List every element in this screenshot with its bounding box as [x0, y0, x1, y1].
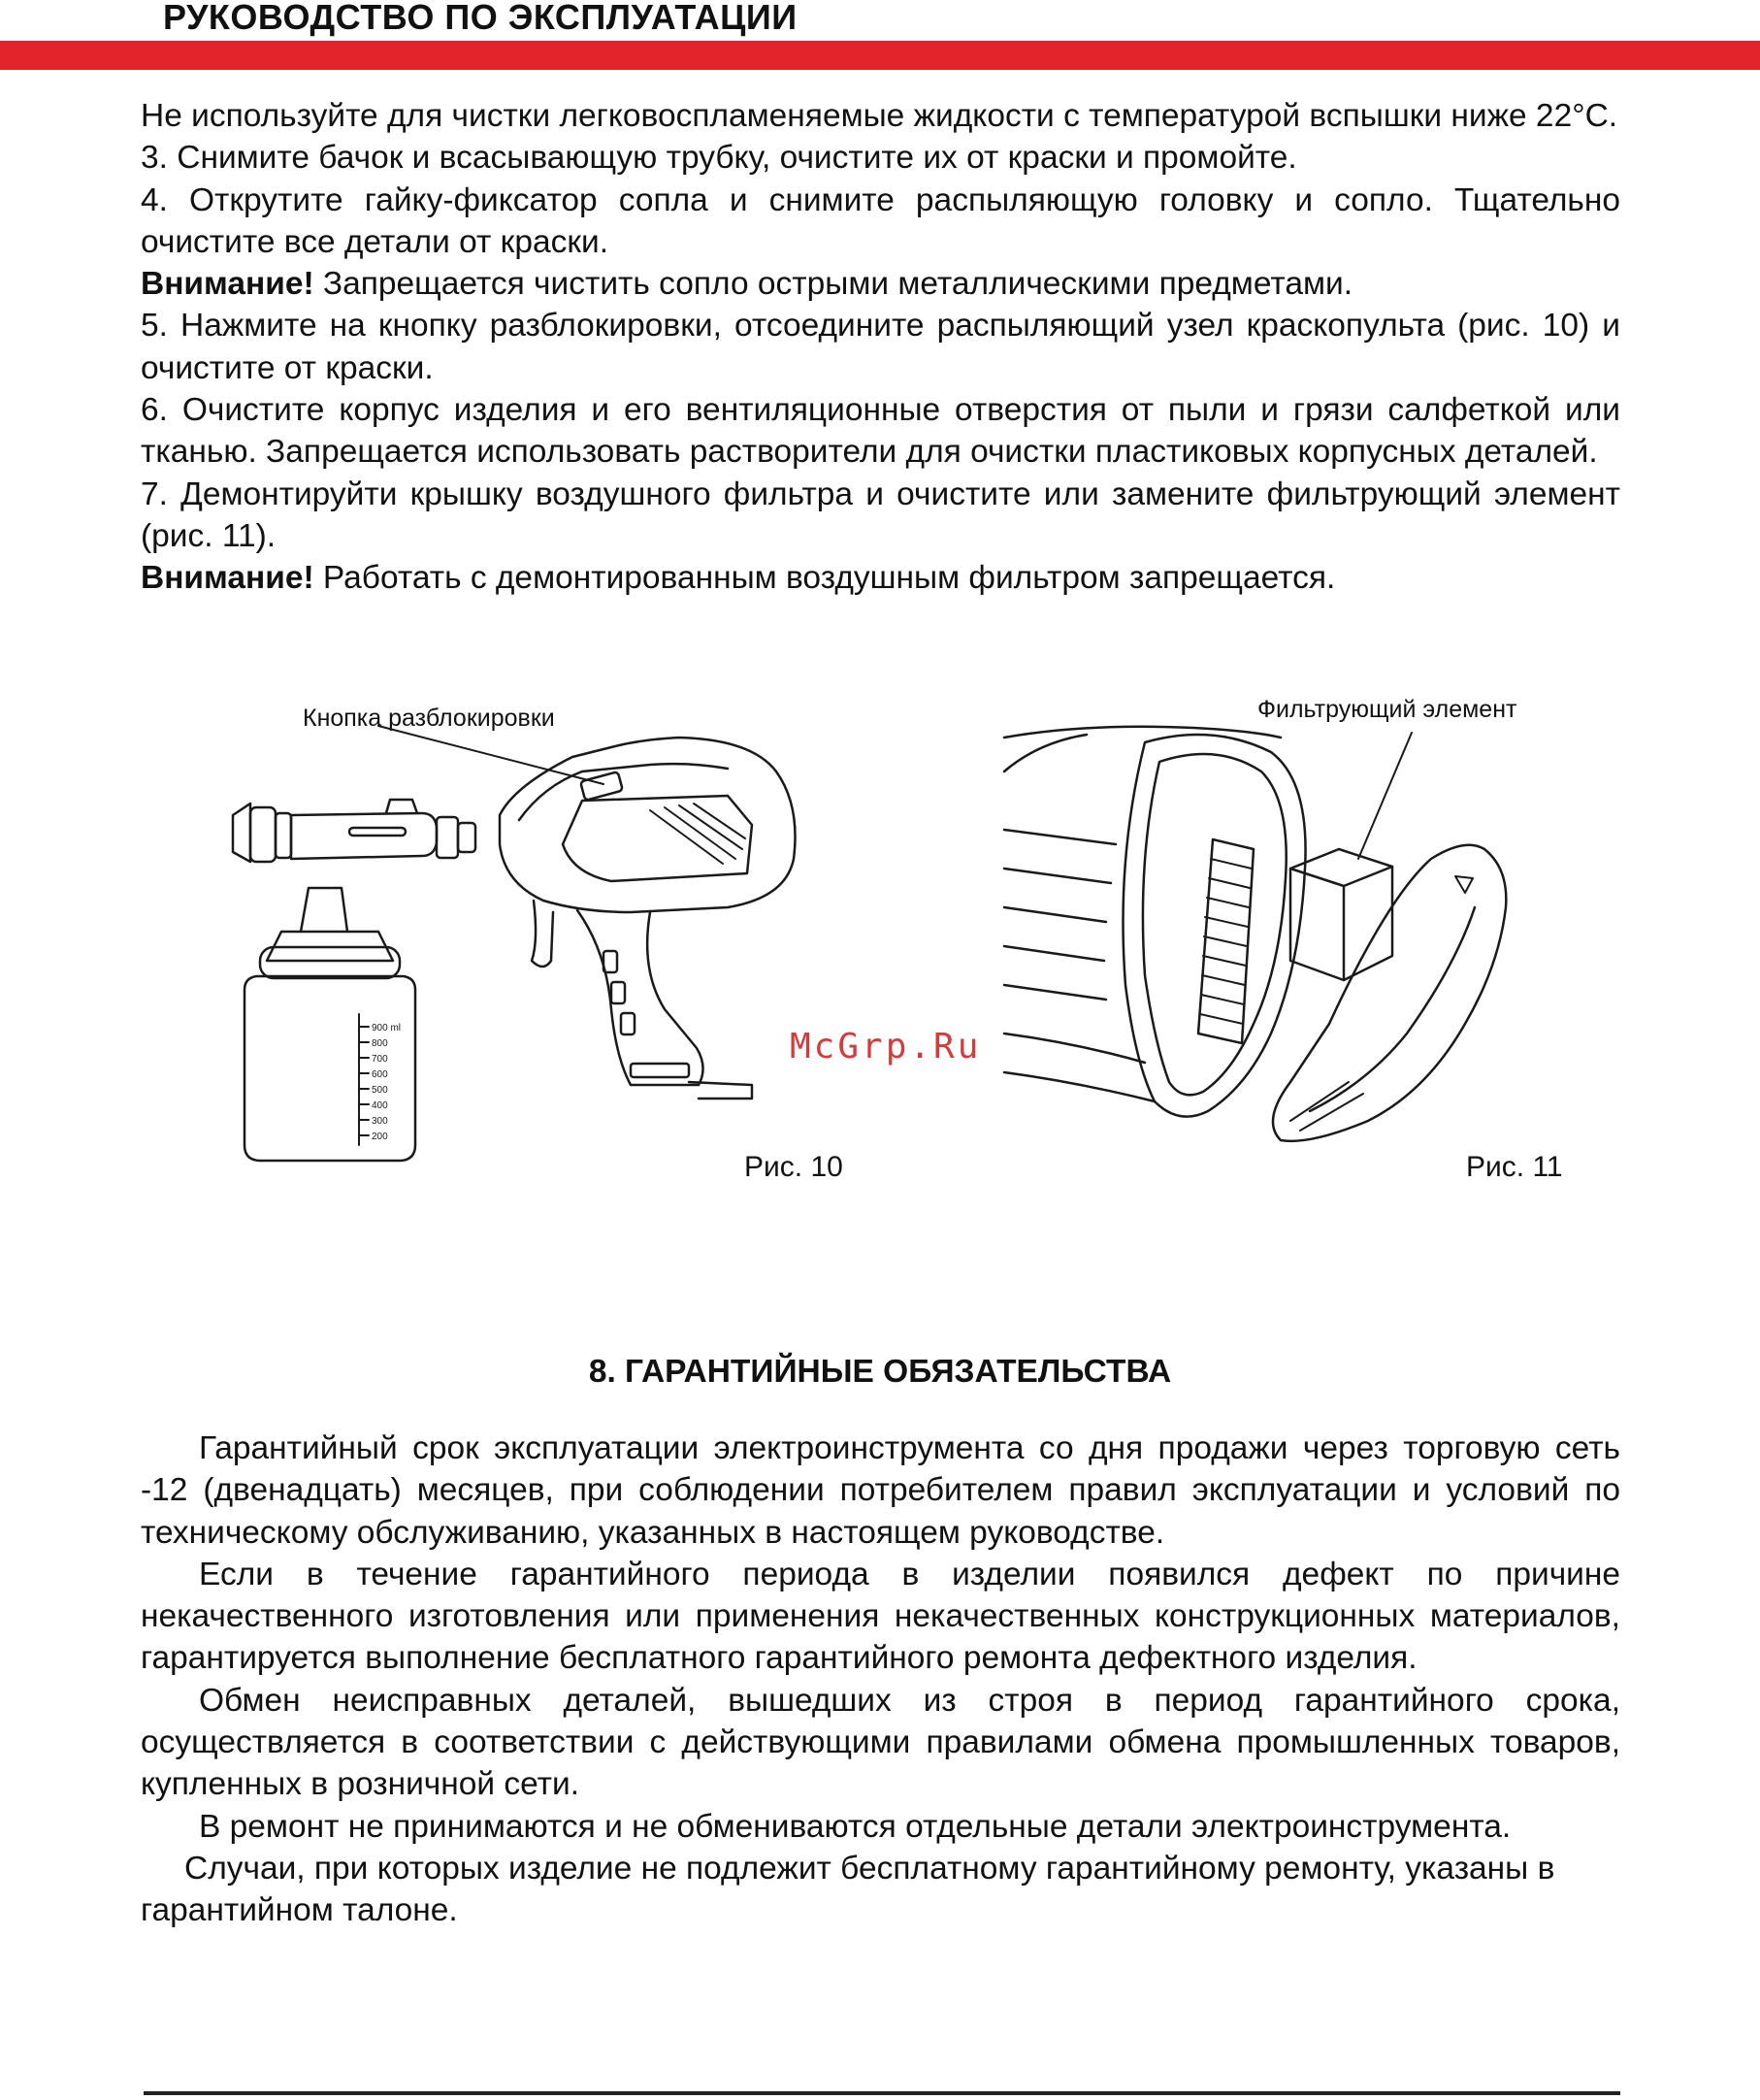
unlock-button-label: Кнопка разблокировки: [303, 705, 555, 732]
paragraph-step-3: 3. Снимите бачок и всасывающую трубку, очистите их от краски и промойте.: [141, 140, 1297, 177]
figure-11-air-filter: [999, 713, 1552, 1160]
scale-mark: 300: [372, 1116, 388, 1127]
figure-10-caption: Рис. 10: [744, 1151, 843, 1183]
scale-mark: 500: [372, 1085, 388, 1096]
paragraph-step-5: 5. Нажмите на кнопку разблокировки, отсоедините распыляющий узел краскопульта (рис. 10) и очистите от краски.: [141, 308, 1620, 386]
scale-mark: 700: [372, 1054, 388, 1065]
watermark: McGrp.Ru: [790, 1027, 982, 1066]
warranty-paragraph-4: В ремонт не принимаются и не обмениваются отдельные детали электроинструмента.: [199, 1808, 1512, 1845]
paragraph-step-6: 6. Очистите корпус изделия и его вентиляционные отверстия от пыли и грязи салфеткой или тканью. Запрещается использовать растворители для очистки пластиковых корпусных деталей.: [141, 392, 1620, 471]
paragraph-attention-1: [141, 263, 1620, 305]
scale-mark: 800: [372, 1038, 388, 1049]
paragraph-attention-2: [141, 557, 1620, 599]
figure-10-spray-gun: [223, 718, 805, 1174]
attention-text: Запрещается чистить сопло острыми металлическими предметами.: [313, 266, 1353, 303]
paragraph-flammable-warning: Не используйте для чистки легковоспламеняемые жидкости с температурой вспышки ниже 22°С.: [141, 98, 1618, 134]
warranty-paragraph-1: Гарантийный срок эксплуатации электроинструмента со дня продажи через торговую сеть -12 (двенадцать) месяцев, при соблюдении потребителем правил эксплуатации и условий по техническому обслуживанию, указанных в настоящем руководстве.: [141, 1430, 1620, 1551]
scale-mark: 400: [372, 1100, 388, 1111]
warranty-paragraph-2: Если в течение гарантийного периода в изделии появился дефект по причине некачественного изготовления или применения некачественных конструкционных материалов, гарантируется выполнение бесплатного гарантийного ремонта дефектного изделия.: [141, 1556, 1620, 1677]
scale-mark: 900 ml: [372, 1023, 402, 1034]
attention-label: Внимание!: [141, 266, 314, 303]
attention-label: Внимание!: [141, 560, 314, 597]
figure-11-caption: Рис. 11: [1466, 1151, 1563, 1183]
paragraph-step-4: 4. Открутите гайку-фиксатор сопла и снимите распыляющую головку и сопло. Тщательно очистите все детали от краски.: [141, 181, 1620, 260]
filter-element-label: Фильтрующий элемент: [1257, 696, 1517, 723]
warranty-heading: 8. ГАРАНТИЙНЫЕ ОБЯЗАТЕЛЬСТВА: [588, 1354, 1172, 1390]
scale-mark: 200: [372, 1132, 388, 1142]
paragraph-step-7: 7. Демонтируйти крышку воздушного фильтра и очистите или замените фильтрующий элемент (рис. 11).: [141, 476, 1620, 554]
header-accent-band: [0, 41, 1760, 70]
attention-text: Работать с демонтированным воздушным фильтром запрещается.: [313, 560, 1336, 597]
bottom-rule: [144, 2091, 1620, 2095]
warranty-text: [141, 1427, 1620, 1932]
warranty-paragraph-5: Случаи, при которых изделие не подлежит бесплатному гарантийному ремонту, указаны в гарантийном талоне.: [141, 1850, 1555, 1929]
warranty-paragraph-3: Обмен неисправных деталей, вышедших из строя в период гарантийного срока, осуществляется в соответствии с действующими правилами обмена промышленных товаров, купленных в розничной сети.: [141, 1682, 1620, 1803]
cleaning-instructions: [141, 95, 1620, 600]
scale-mark: 600: [372, 1069, 388, 1080]
page-header-title: РУКОВОДСТВО ПО ЭКСПЛУАТАЦИИ: [163, 0, 798, 37]
